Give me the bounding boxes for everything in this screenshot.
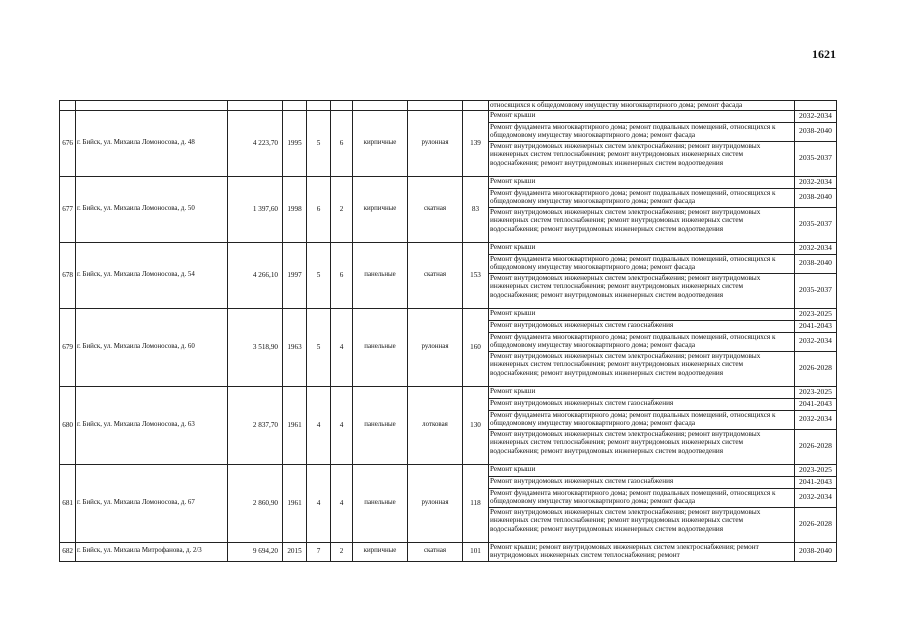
row-number: 682 [60, 542, 76, 561]
total-area: 9 694,20 [228, 542, 283, 561]
cell-empty [283, 101, 307, 111]
cell-empty [463, 101, 489, 111]
cell-empty [795, 101, 837, 111]
register-body [60, 101, 837, 562]
work-period: 2032-2034 [795, 176, 837, 188]
resident-count: 160 [463, 308, 489, 386]
row-number: 677 [60, 176, 76, 242]
work-period: 2026-2028 [795, 351, 837, 386]
resident-count: 130 [463, 386, 489, 464]
construction-year: 1997 [283, 242, 307, 308]
building-row [60, 110, 837, 122]
floor-count: 6 [307, 176, 331, 242]
work-period: 2041-2043 [795, 476, 837, 488]
building-address: г. Бийск, ул. Михаила Ломоносова, д. 60 [76, 308, 228, 386]
entrance-count: 2 [331, 176, 353, 242]
roof-type: скатная [408, 542, 463, 561]
row-number: 680 [60, 386, 76, 464]
construction-year: 1963 [283, 308, 307, 386]
roof-type: лотковая [408, 386, 463, 464]
row-number: 678 [60, 242, 76, 308]
roof-type: рулонная [408, 308, 463, 386]
work-period: 2023-2025 [795, 308, 837, 320]
wall-material: панельные [353, 242, 408, 308]
roof-type: рулонная [408, 110, 463, 176]
wall-material: панельные [353, 308, 408, 386]
work-period: 2038-2040 [795, 188, 837, 207]
building-address: г. Бийск, ул. Михаила Ломоносова, д. 48 [76, 110, 228, 176]
work-description: Ремонт фундамента многоквартирного дома; ремонт подвальных помещений, относящихся к общедомовому имуществу многоквартирного дома; ремонт фасада [489, 488, 795, 507]
work-description: Ремонт внутридомовых инженерных систем газоснабжения [489, 398, 795, 410]
resident-count: 153 [463, 242, 489, 308]
work-description: Ремонт внутридомовых инженерных систем газоснабжения [489, 320, 795, 332]
building-row [60, 542, 837, 561]
building-row [60, 308, 837, 320]
work-period: 2026-2028 [795, 507, 837, 542]
wall-material: кирпичные [353, 176, 408, 242]
building-row [60, 386, 837, 398]
work-description: Ремонт внутридомовых инженерных систем газоснабжения [489, 476, 795, 488]
total-area: 3 518,90 [228, 308, 283, 386]
building-row [60, 464, 837, 476]
building-row [60, 242, 837, 254]
work-description: Ремонт внутридомовых инженерных систем электроснабжения; ремонт внутридомовых инженерных систем теплоснабжения; ремонт внутридомовых инженерных систем водоснабжения; ремонт внутридомовых инженерных систем водоотведения [489, 429, 795, 464]
construction-year: 2015 [283, 542, 307, 561]
work-description: Ремонт фундамента многоквартирного дома; ремонт подвальных помещений, относящихся к общедомовому имуществу многоквартирного дома; ремонт фасада [489, 332, 795, 351]
work-description: Ремонт крыши [489, 242, 795, 254]
cell-empty [76, 101, 228, 111]
roof-type: скатная [408, 176, 463, 242]
entrance-count: 4 [331, 386, 353, 464]
total-area: 4 266,10 [228, 242, 283, 308]
resident-count: 101 [463, 542, 489, 561]
entrance-count: 2 [331, 542, 353, 561]
floor-count: 5 [307, 242, 331, 308]
entrance-count: 4 [331, 308, 353, 386]
roof-type: скатная [408, 242, 463, 308]
cell-empty [228, 101, 283, 111]
total-area: 1 397,60 [228, 176, 283, 242]
work-description: Ремонт крыши [489, 386, 795, 398]
work-description: Ремонт крыши [489, 464, 795, 476]
floor-count: 7 [307, 542, 331, 561]
work-period: 2035-2037 [795, 273, 837, 308]
work-description: Ремонт внутридомовых инженерных систем электроснабжения; ремонт внутридомовых инженерных систем теплоснабжения; ремонт внутридомовых инженерных систем водоснабжения; ремонт внутридомовых инженерных систем водоотведения [489, 141, 795, 176]
resident-count: 139 [463, 110, 489, 176]
work-period: 2032-2034 [795, 332, 837, 351]
work-period: 2032-2034 [795, 410, 837, 429]
entrance-count: 6 [331, 110, 353, 176]
row-number: 679 [60, 308, 76, 386]
work-period: 2035-2037 [795, 207, 837, 242]
building-address: г. Бийск, ул. Михаила Ломоносова, д. 54 [76, 242, 228, 308]
construction-year: 1961 [283, 386, 307, 464]
wall-material: панельные [353, 464, 408, 542]
building-address: г. Бийск, ул. Михаила Ломоносова, д. 50 [76, 176, 228, 242]
wall-material: кирпичные [353, 110, 408, 176]
floor-count: 4 [307, 464, 331, 542]
work-description: Ремонт фундамента многоквартирного дома; ремонт подвальных помещений, относящихся к общедомовому имуществу многоквартирного дома; ремонт фасада [489, 410, 795, 429]
work-period: 2035-2037 [795, 141, 837, 176]
cell-empty [331, 101, 353, 111]
resident-count: 118 [463, 464, 489, 542]
wall-material: панельные [353, 386, 408, 464]
work-description: Ремонт фундамента многоквартирного дома; ремонт подвальных помещений, относящихся к общедомовому имуществу многоквартирного дома; ремонт фасада [489, 188, 795, 207]
entrance-count: 4 [331, 464, 353, 542]
row-number: 681 [60, 464, 76, 542]
work-description: относящихся к общедомовому имуществу многоквартирного дома; ремонт фасада [489, 101, 795, 111]
cell-empty [307, 101, 331, 111]
resident-count: 83 [463, 176, 489, 242]
building-address: г. Бийск, ул. Михаила Ломоносова, д. 63 [76, 386, 228, 464]
total-area: 4 223,70 [228, 110, 283, 176]
work-description: Ремонт крыши [489, 110, 795, 122]
work-description: Ремонт крыши [489, 308, 795, 320]
work-period: 2032-2034 [795, 488, 837, 507]
work-period: 2023-2025 [795, 464, 837, 476]
building-address: г. Бийск, ул. Михаила Митрофанова, д. 2/3 [76, 542, 228, 561]
construction-year: 1961 [283, 464, 307, 542]
work-period: 2041-2043 [795, 398, 837, 410]
cell-empty [60, 101, 76, 111]
work-period: 2026-2028 [795, 429, 837, 464]
work-period: 2038-2040 [795, 542, 837, 561]
work-description: Ремонт крыши; ремонт внутридомовых инженерных систем электроснабжения; ремонт внутридомовых инженерных систем теплоснабжения; ремонт [489, 542, 795, 561]
building-row [60, 176, 837, 188]
total-area: 2 860,90 [228, 464, 283, 542]
total-area: 2 837,70 [228, 386, 283, 464]
building-address: г. Бийск, ул. Михаила Ломоносова, д. 67 [76, 464, 228, 542]
construction-year: 1998 [283, 176, 307, 242]
floor-count: 4 [307, 386, 331, 464]
work-period: 2032-2034 [795, 110, 837, 122]
work-description: Ремонт внутридомовых инженерных систем электроснабжения; ремонт внутридомовых инженерных систем теплоснабжения; ремонт внутридомовых инженерных систем водоснабжения; ремонт внутридомовых инженерных систем водоотведения [489, 273, 795, 308]
housing-register-table [59, 100, 837, 562]
cell-empty [408, 101, 463, 111]
work-description: Ремонт внутридомовых инженерных систем электроснабжения; ремонт внутридомовых инженерных систем теплоснабжения; ремонт внутридомовых инженерных систем водоснабжения; ремонт внутридомовых инженерных систем водоотведения [489, 507, 795, 542]
work-period: 2038-2040 [795, 254, 837, 273]
work-period: 2032-2034 [795, 242, 837, 254]
work-description: Ремонт крыши [489, 176, 795, 188]
row-number: 676 [60, 110, 76, 176]
work-description: Ремонт внутридомовых инженерных систем электроснабжения; ремонт внутридомовых инженерных систем теплоснабжения; ремонт внутридомовых инженерных систем водоснабжения; ремонт внутридомовых инженерных систем водоотведения [489, 207, 795, 242]
entrance-count: 6 [331, 242, 353, 308]
work-description: Ремонт фундамента многоквартирного дома; ремонт подвальных помещений, относящихся к общедомовому имуществу многоквартирного дома; ремонт фасада [489, 254, 795, 273]
work-description: Ремонт внутридомовых инженерных систем электроснабжения; ремонт внутридомовых инженерных систем теплоснабжения; ремонт внутридомовых инженерных систем водоснабжения; ремонт внутридомовых инженерных систем водоотведения [489, 351, 795, 386]
work-period: 2041-2043 [795, 320, 837, 332]
page-number: 1621 [812, 47, 836, 61]
construction-year: 1995 [283, 110, 307, 176]
cell-empty [353, 101, 408, 111]
wall-material: кирпичные [353, 542, 408, 561]
roof-type: рулонная [408, 464, 463, 542]
carryover-row [60, 101, 837, 111]
work-description: Ремонт фундамента многоквартирного дома; ремонт подвальных помещений, относящихся к общедомовому имуществу многоквартирного дома; ремонт фасада [489, 122, 795, 141]
work-period: 2038-2040 [795, 122, 837, 141]
floor-count: 5 [307, 308, 331, 386]
work-period: 2023-2025 [795, 386, 837, 398]
floor-count: 5 [307, 110, 331, 176]
